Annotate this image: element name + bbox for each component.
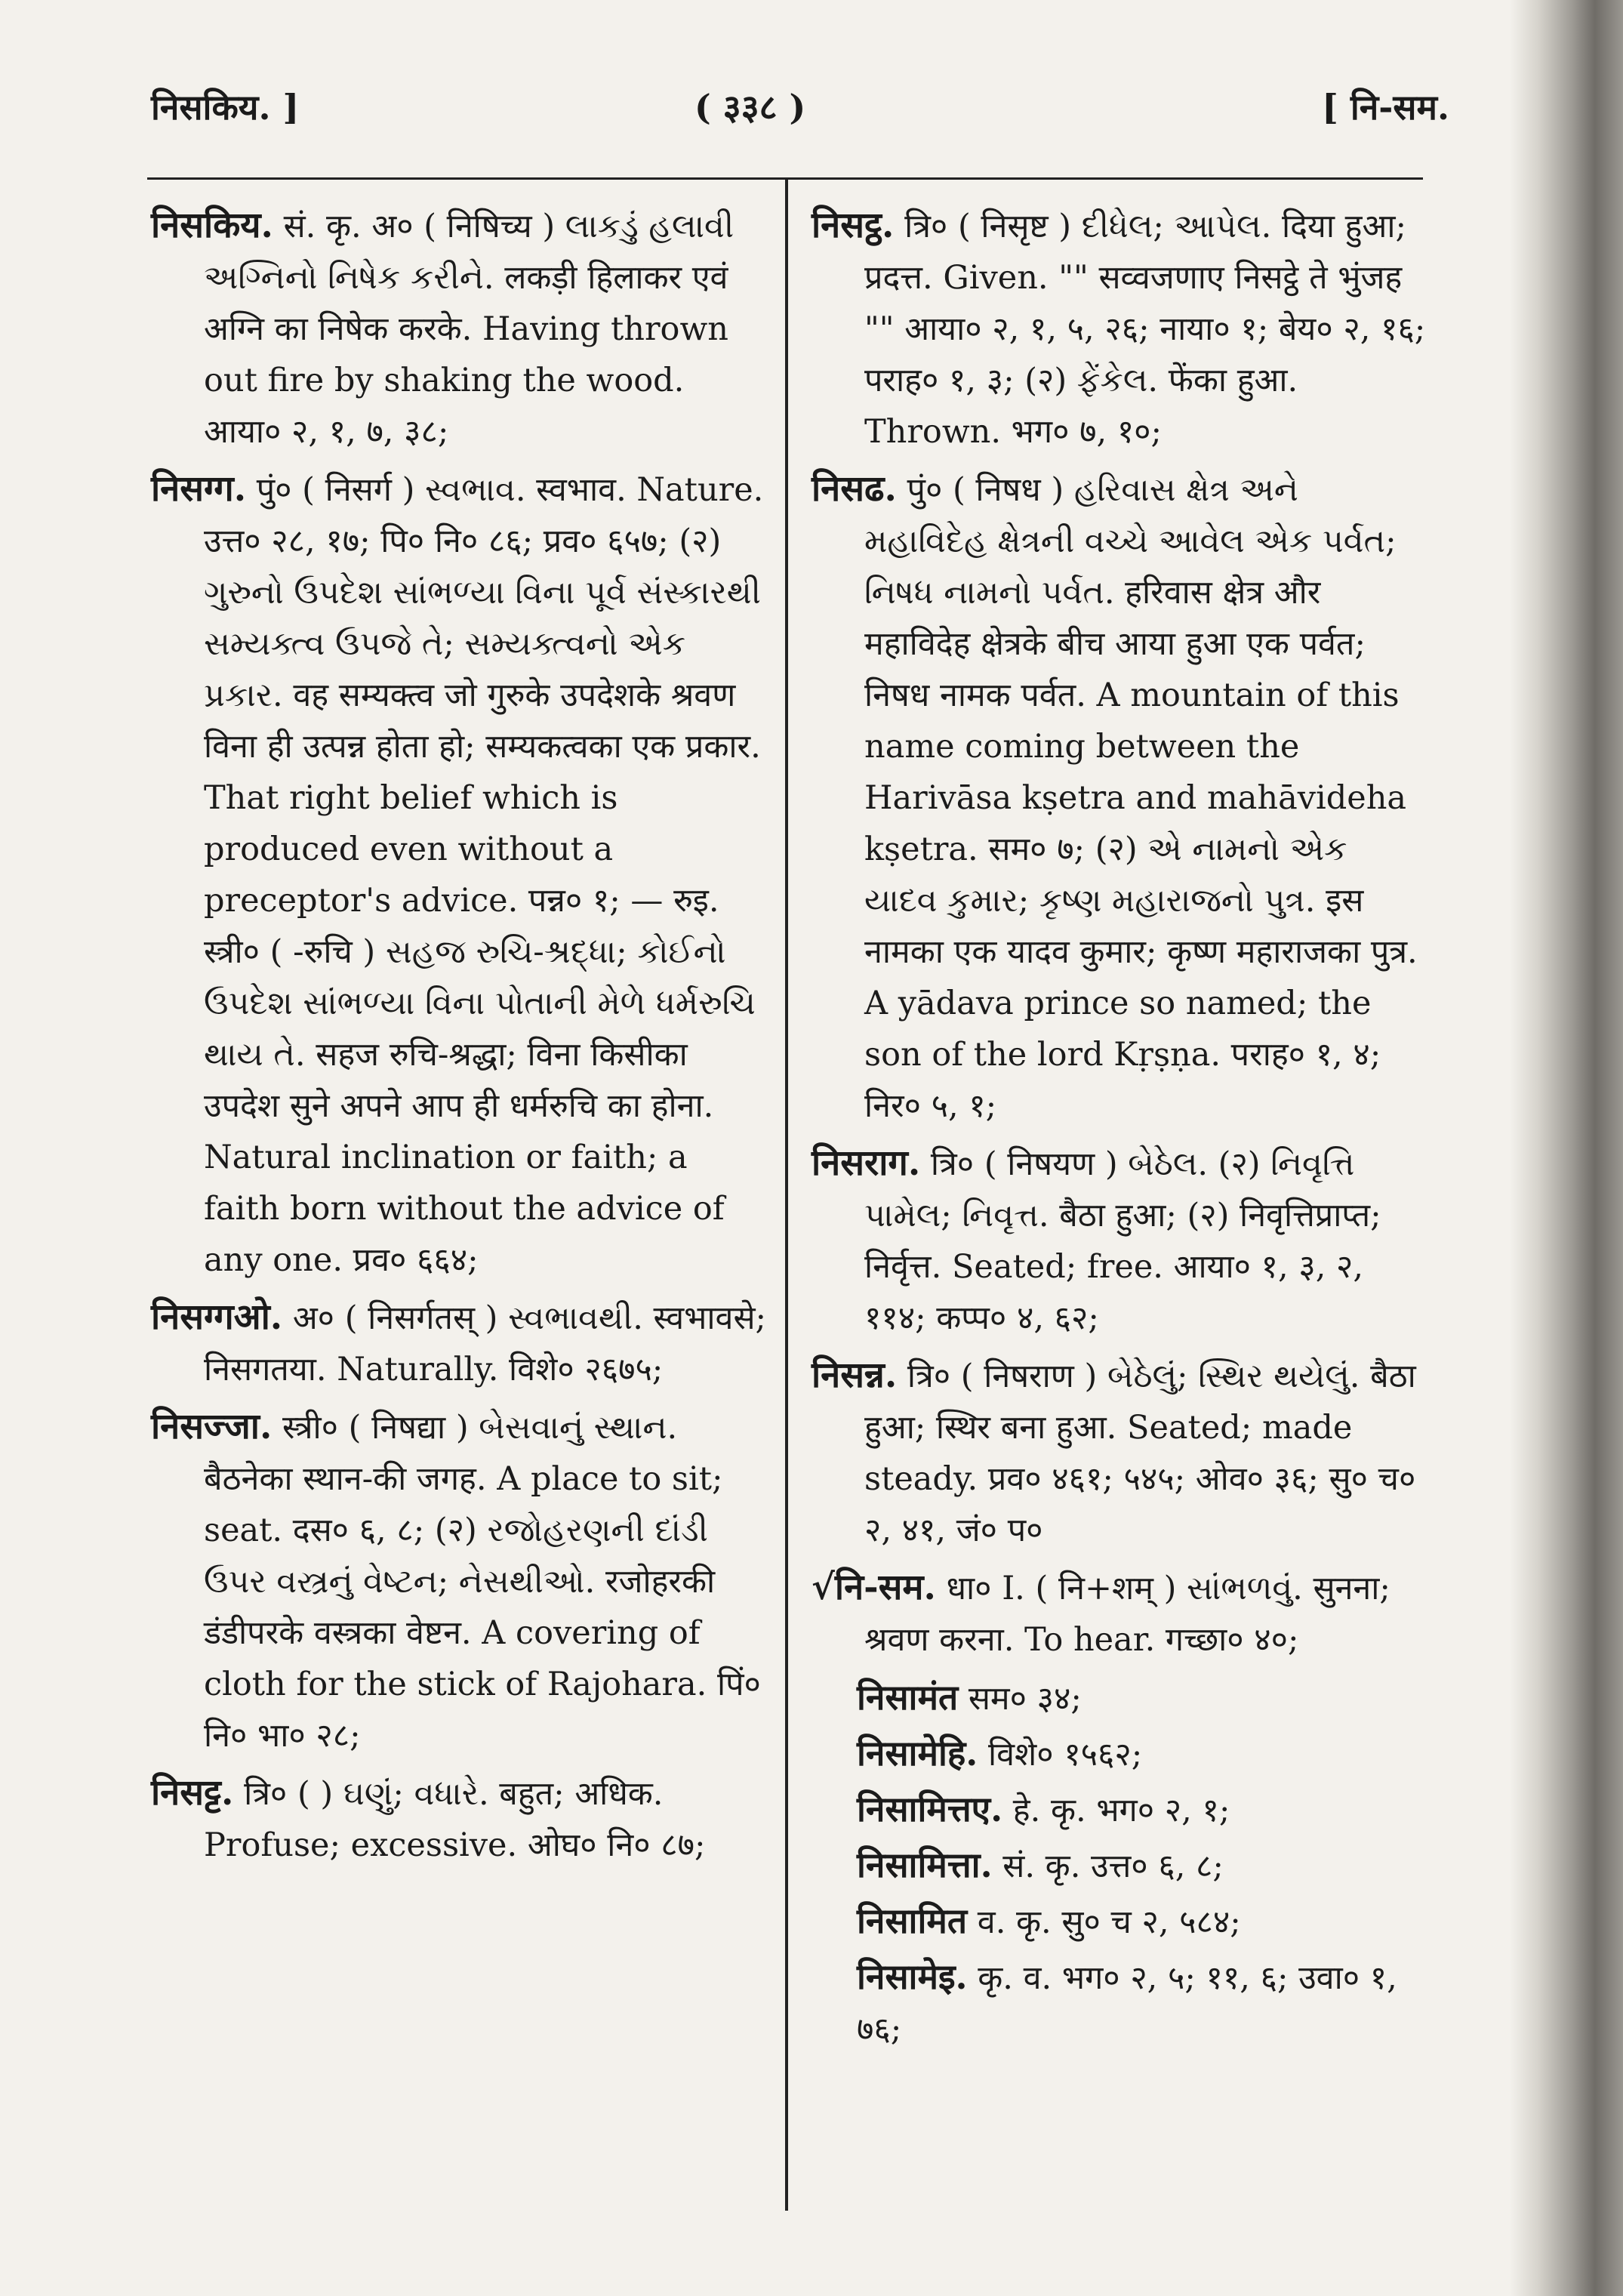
entry-body: अ० ( निसर्गतस् ) સ્વભાવથી. स्वभावसे; निसगतया. Naturally. विशे० २६७५; xyxy=(204,1299,767,1388)
dictionary-entry xyxy=(812,1562,1427,1666)
sub-entry-ref: कृ. व. भग० २, ५; ११, ६; उवा० १, ७६; xyxy=(857,1959,1397,2048)
sub-entry xyxy=(812,1895,1427,1948)
entry-body: त्रि० ( निषराण ) બેઠેલું; સ્થિર થયેલું. बैठा हुआ; स्थिर बना हुआ. Seated; made steady. प्रव० ४६१; ५४५; ओव० ३६; सु० च० २, ४१, जं० प० xyxy=(864,1358,1416,1549)
entry-headword: निसट्ठ. xyxy=(812,205,895,246)
page-number: ( ३३८ ) xyxy=(694,87,806,128)
dictionary-entry xyxy=(812,1350,1427,1556)
dictionary-entry xyxy=(151,1767,766,1871)
sub-entry-ref: हे. कृ. भग० २, १; xyxy=(1012,1792,1230,1829)
entry-body: स्त्री० ( निषद्या ) બેસવાનું સ્થાન. बैठनेका स्थान-की जगह. A place to sit; seat. दस० ६, ८; (२) રજોહરણની દાંડી ઉપર વસ્ત્રનું વેષ્ટન; નેસથીઓ. रजोहरकी डंडीपरके वस्त्रका वेष्टन. A covering of cloth for the stick of Rajohara. पिं० नि० भा० २८; xyxy=(204,1409,761,1755)
page-header xyxy=(151,83,1449,151)
right-column xyxy=(812,200,1427,2058)
dictionary-entry xyxy=(812,200,1427,458)
sub-entry-ref: सम० ३४; xyxy=(968,1680,1082,1718)
entry-headword: निसकिय. xyxy=(151,205,273,246)
dictionary-entry xyxy=(151,200,766,458)
dictionary-entry xyxy=(812,464,1427,1132)
sub-entry-form: निसामेइ. xyxy=(857,1956,968,1997)
entry-headword: निसढ. xyxy=(812,468,897,510)
page-binding-shadow xyxy=(1510,0,1623,2296)
sub-entry xyxy=(812,1727,1427,1780)
dictionary-entry xyxy=(151,1401,766,1761)
entry-headword: निसट्ट. xyxy=(151,1772,234,1814)
entry-headword: √नि-सम. xyxy=(812,1567,936,1608)
entry-headword: निसन्न. xyxy=(812,1354,898,1396)
entry-headword: निसराग. xyxy=(812,1142,921,1184)
entry-headword: निसग्ग. xyxy=(151,468,247,510)
entry-headword: निसज्जा. xyxy=(151,1406,273,1447)
entry-body: त्रि० ( निषयण ) બેઠેલ. (२) નિવૃત્તિ પામેલ; નિવૃત્ત. बैठा हुआ; (२) निवृत्तिप्राप्त; निर्वृत्त. Seated; free. आया० १, ३, २, ११४; कप्प० ४, ६२; xyxy=(864,1145,1381,1337)
sub-entry xyxy=(812,1839,1427,1892)
entry-body: सं. कृ. अ० ( निषिच्य ) લાકડું હલાવી અગ્નિનો નિષેક કરીને. लकड़ी हिलाकर एवं अग्नि का निषेक करके. Having thrown out fire by shaking the wood. आया० २, १, ७, ३८; xyxy=(204,208,735,451)
sub-entry-form: निसामित xyxy=(857,1900,968,1941)
header-left-guideword: निसकिय. ] xyxy=(151,87,300,128)
sub-entry xyxy=(812,1951,1427,2055)
sub-entry-form: निसामित्तए. xyxy=(857,1789,1003,1829)
dictionary-entry xyxy=(151,1292,766,1395)
entry-headword: निसग्गओ. xyxy=(151,1296,283,1338)
entry-body: पुं० ( निसर्ग ) સ્વભાવ. स्वभाव. Nature. उत्त० २८, १७; पि० नि० ८६; प्रव० ६५७; (२) ગુરુનો ઉપદેશ સાંભળ્યા વિના પૂર્વ સંસ્કારથી સમ્યક્ત્વ ઉપજે તે; સમ્યક્ત્વનો એક પ્રકાર. वह सम्यक्त्व जो गुरुके उपदेशके श्रवण विना ही उत्पन्न होता हो; सम्यकत्वका एक प्रकार. That right belief which is produced even without a preceptor's advice. पन्न० १; — रुइ. स्त्री० ( -रुचि ) સહજ રુચિ-શ્રદ્ધા; કોઈનો ઉપદેશ સાંભળ્યા વિના પોતાની મેળે ધર્મરુચિ થાય તે. सहज रुचि-श्रद्धा; विना किसीका उपदेश सुने अपने आप ही धर्मरुचि का होना. Natural inclination or faith; a faith born without the advice of any one. प्रव० ६६४; xyxy=(204,471,764,1279)
sub-entry-form: निसामंत xyxy=(857,1677,959,1718)
sub-entry xyxy=(812,1783,1427,1836)
sub-entry-form: निसामित्ता. xyxy=(857,1845,993,1885)
sub-entry-ref: विशे० १५६२; xyxy=(988,1736,1143,1774)
dictionary-entry xyxy=(812,1138,1427,1344)
sub-entry-form: निसामेहि. xyxy=(857,1733,978,1774)
dictionary-entry xyxy=(151,464,766,1286)
entry-body: धा० I. ( नि+शम् ) સાંભળવું. सुनना; श्रवण करना. To hear. गच्छा० ४०; xyxy=(864,1570,1390,1659)
entry-body: त्रि० ( ) ઘણું; વધારે. बहुत; अधिक. Profuse; excessive. ओघ० नि० ८७; xyxy=(204,1775,706,1864)
left-column xyxy=(151,200,766,1877)
sub-entry xyxy=(812,1672,1427,1724)
header-right-guideword: [ नि-सम. xyxy=(1322,87,1449,128)
entry-body: पुं० ( निषध ) હરિવાસ ક્ષેત્ર અને મહાવિદેહ ક્ષેત્રની વચ્ચે આવેલ એક પર્વત; નિષધ નામનો પર્વત. हरिवास क्षेत्र और महाविदेह क्षेत्रके बीच आया हुआ एक पर्वत; निषध नामक पर्वत. A mountain of this name coming between the Harivāsa kṣetra and mahāvideha kṣetra. सम० ७; (२) એ નામનો એક યાદવ કુમાર; કૃષ્ણ મહારાજનો પુત્ર. इस नामका एक यादव कुमार; कृष्ण महाराजका पुत्र. A yādava prince so named; the son of the lord Kṛṣṇa. पराह० १, ४; निर० ५, १; xyxy=(864,471,1418,1125)
column-divider xyxy=(785,180,788,2211)
entry-body: त्रि० ( निसृष्ट ) દીધેલ; આપેલ. दिया हुआ; प्रदत्त. Given. "" सव्वजणाए निसट्ठे ते भुंजह "" आया० २, १, ५, २६; नाया० १; बेय० २, १६; पराह० १, ३; (२) ફેંકેલ. फेंका हुआ. Thrown. भग० ७, १०; xyxy=(864,208,1426,451)
sub-entry-ref: सं. कृ. उत्त० ६, ८; xyxy=(1002,1848,1224,1885)
sub-entry-ref: व. कृ. सु० च २, ५८४; xyxy=(977,1903,1241,1941)
